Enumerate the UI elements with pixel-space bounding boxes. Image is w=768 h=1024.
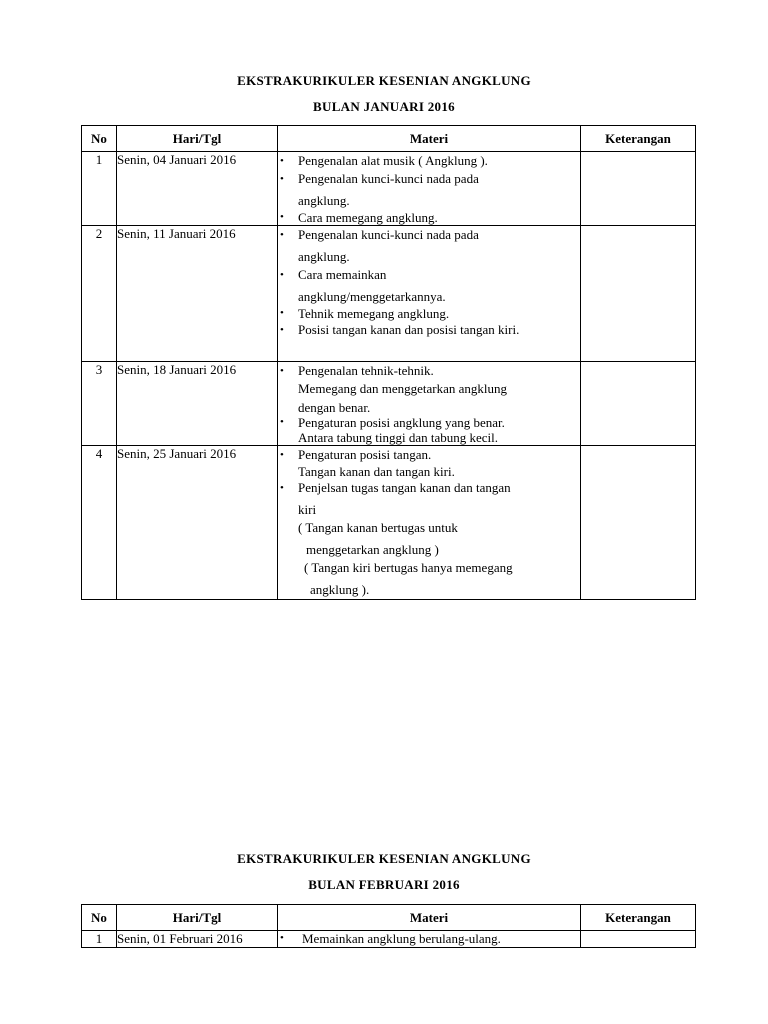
february-schedule-table [81, 904, 696, 948]
materi-line: angklung. [298, 193, 350, 208]
row-keterangan [581, 931, 696, 948]
table-row [82, 152, 696, 226]
materi-line: Penjelsan tugas tangan kanan dan tangan [298, 480, 511, 495]
table-row [82, 362, 696, 446]
row-keterangan [581, 446, 696, 600]
january-schedule-table [81, 125, 696, 600]
materi-line: angklung/menggetarkannya. [298, 289, 446, 304]
february-title: EKSTRAKURIKULER KESENIAN ANGKLUNG [237, 851, 531, 866]
header-keterangan: Keterangan [581, 126, 696, 152]
table-row [82, 446, 696, 600]
materi-line: dengan benar. [298, 400, 371, 415]
header-date: Hari/Tgl [117, 905, 278, 931]
row-no: 4 [82, 446, 117, 600]
row-keterangan [581, 362, 696, 446]
bullet-icon: • [280, 932, 284, 944]
materi-line: Cara memegang angklung. [298, 210, 438, 225]
bullet-icon: • [280, 324, 284, 336]
materi-line: Pengaturan posisi tangan. [298, 447, 432, 462]
materi-line: Pengenalan kunci-kunci nada pada [298, 171, 479, 186]
materi-line: ( Tangan kiri bertugas hanya memegang [304, 560, 513, 575]
table-header-row [82, 905, 696, 931]
materi-line: Pengenalan tehnik-tehnik. [298, 363, 434, 378]
table-row [82, 226, 696, 362]
bullet-icon: • [280, 416, 284, 428]
materi-line: kiri [298, 502, 317, 517]
row-no: 2 [82, 226, 117, 362]
materi-line: Pengenalan alat musik ( Angklung ). [298, 153, 488, 168]
bullet-icon: • [280, 155, 284, 167]
materi-line: Memainkan angklung berulang-ulang. [302, 931, 501, 946]
materi-line: Memegang dan menggetarkan angklung [298, 381, 508, 396]
row-materi [278, 446, 581, 600]
bullet-icon: • [280, 365, 284, 377]
row-no: 1 [82, 152, 117, 226]
january-title: EKSTRAKURIKULER KESENIAN ANGKLUNG [237, 73, 531, 88]
materi-line: menggetarkan angklung ) [306, 542, 439, 557]
january-subtitle: BULAN JANUARI 2016 [313, 99, 455, 114]
row-materi [278, 152, 581, 226]
bullet-icon: • [280, 211, 284, 223]
header-no: No [82, 126, 117, 152]
header-keterangan: Keterangan [581, 905, 696, 931]
bullet-icon: • [280, 173, 284, 185]
row-date: Senin, 01 Februari 2016 [117, 931, 278, 948]
table-header-row [82, 126, 696, 152]
row-materi [278, 362, 581, 446]
materi-line: ( Tangan kanan bertugas untuk [298, 520, 458, 535]
materi-line: Cara memainkan [298, 267, 387, 282]
row-materi [278, 931, 581, 948]
row-no: 3 [82, 362, 117, 446]
bullet-icon: • [280, 269, 284, 281]
bullet-icon: • [280, 482, 284, 494]
materi-line: Antara tabung tinggi dan tabung kecil. [298, 430, 499, 445]
row-date: Senin, 04 Januari 2016 [117, 152, 278, 226]
materi-line: angklung ). [310, 582, 370, 597]
materi-line: Tehnik memegang angklung. [298, 306, 450, 321]
bullet-icon: • [280, 307, 284, 319]
row-date: Senin, 11 Januari 2016 [117, 226, 278, 362]
header-no: No [82, 905, 117, 931]
february-subtitle: BULAN FEBRUARI 2016 [308, 877, 460, 892]
row-keterangan [581, 152, 696, 226]
header-materi: Materi [278, 905, 581, 931]
materi-line: angklung. [298, 249, 350, 264]
header-materi: Materi [278, 126, 581, 152]
row-keterangan [581, 226, 696, 362]
row-no: 1 [82, 931, 117, 948]
header-date: Hari/Tgl [117, 126, 278, 152]
row-date: Senin, 18 Januari 2016 [117, 362, 278, 446]
materi-line: Pengaturan posisi angklung yang benar. [298, 415, 505, 430]
table-row [82, 931, 696, 948]
materi-line: Pengenalan kunci-kunci nada pada [298, 227, 479, 242]
row-materi [278, 226, 581, 362]
materi-line: Tangan kanan dan tangan kiri. [298, 464, 455, 479]
bullet-icon: • [280, 229, 284, 241]
materi-line: Posisi tangan kanan dan posisi tangan kiri. [298, 322, 520, 337]
row-date: Senin, 25 Januari 2016 [117, 446, 278, 600]
bullet-icon: • [280, 449, 284, 461]
